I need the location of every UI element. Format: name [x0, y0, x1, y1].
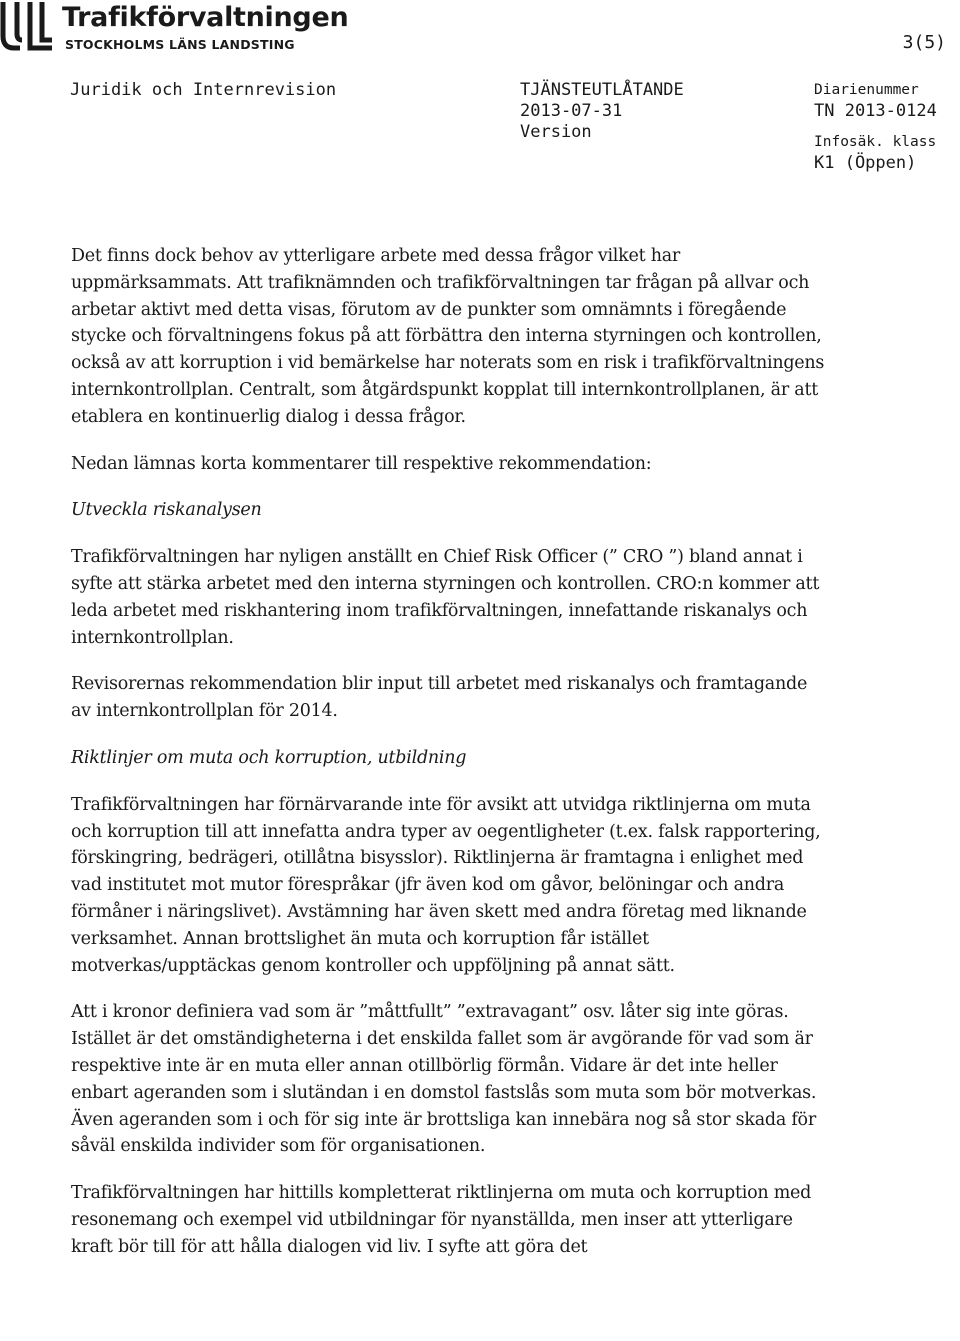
document-meta [814, 80, 937, 174]
page-number: 3(5) [902, 32, 946, 53]
document-body [71, 243, 826, 1261]
document-type: TJÄNSTEUTLÅTANDE [520, 80, 684, 100]
document-info [520, 80, 684, 143]
diarie-value: TN 2013-0124 [814, 101, 937, 121]
infosak-label: Infosäk. klass [814, 134, 937, 150]
paragraph: Att i kronor definiera vad som är ”måttfullt” ”extravagant” osv. låter sig inte göras. Istället är det omständigheterna i det enskilda fallet som är avgörande för vad som är respektive inte är en muta eller annan otillbörlig förmån. Vidare är det inte heller enbart ageranden som i slutändan i en domstol fastslås som muta som bör motverkas. Även ageranden som i och för sig inte är brottsliga kan innebära nog så stor skada för såväl enskilda individer som för organisationen. [71, 1002, 817, 1157]
paragraph: Trafikförvaltningen har hittills kompletterat riktlinjerna om muta och korruption med resonemang och exempel vid utbildningar för nyanställda, men inser att ytterligare kraft bör till för att hålla dialogen vid liv. I syfte att göra det [71, 1183, 812, 1257]
diarie-label: Diarienummer [814, 82, 919, 98]
paragraph: Trafikförvaltningen har förnärvarande inte för avsikt att utvidga riktlinjerna om muta och korruption till att innefatta andra typer av oegentligheter (t.ex. falsk rapportering, förskingring, bedrägeri, otillåtna bisysslor). Riktlinjerna är framtagna i enlighet med vad institutet mot mutor förespråkar (jfr även kod om gåvor, belöningar och andra förmåner i näringslivet). Avstämning har även skett med andra företag med liknande verksamhet. Annan brottslighet än muta och korruption får istället motverkas/upptäckas genom kontroller och uppföljning på annat sätt. [71, 794, 821, 976]
department: Juridik och Internrevision [70, 80, 337, 100]
section-heading: Riktlinjer om muta och korruption, utbildning [71, 747, 467, 768]
paragraph: Det finns dock behov av ytterligare arbete med dessa frågor vilket har uppmärksammats. Att trafiknämnden och trafikförvaltningen tar frågan på allvar och arbetar aktivt med detta visas, förutom av de punkter som omnämnts i föregående stycke och förvaltningens fokus på att förbättra den interna styrningen och kontrollen, också av att korruption i vid bemärkelse har noterats som en risk i trafikförvaltningens internkontrollplan. Centralt, som åtgärdspunkt kopplat till internkontrollplanen, är att etablera en kontinuerlig dialog i dessa frågor. [71, 246, 825, 427]
infosak-value: K1 (Öppen) [814, 153, 917, 173]
section-heading: Utveckla riskanalysen [71, 500, 262, 521]
document-date: 2013-07-31 [520, 101, 623, 121]
org-logo [0, 0, 349, 58]
trafikforvaltningen-logo-icon [0, 0, 56, 52]
org-name: Trafikförvaltningen [62, 2, 349, 33]
org-subtitle: STOCKHOLMS LÄNS LANDSTING [65, 37, 295, 52]
paragraph: Trafikförvaltningen har nyligen anställt en Chief Risk Officer (” CRO ”) bland annat i syfte att stärka arbetet med den interna styrningen och kontrollen. CRO:n kommer att leda arbetet med riskhantering inom trafikförvaltningen, innefattande riskanalys och internkontrollplan. [71, 547, 820, 648]
paragraph: Revisorernas rekommendation blir input till arbetet med riskanalys och framtagande av internkontrollplan för 2014. [71, 674, 808, 722]
document-version: Version [520, 122, 592, 142]
paragraph: Nedan lämnas korta kommentarer till respektive rekommendation: [71, 453, 652, 474]
